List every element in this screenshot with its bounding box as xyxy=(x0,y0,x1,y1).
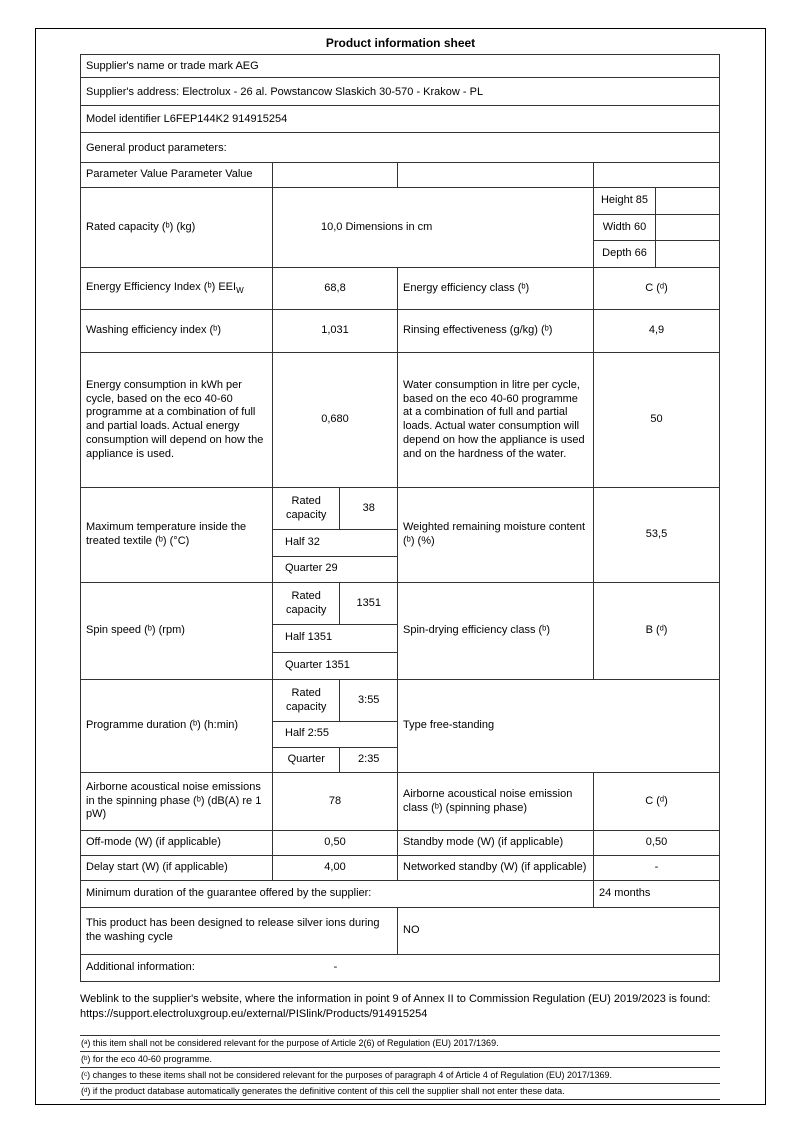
spin-speed-label-cell xyxy=(81,583,273,679)
supplier-address-value: Electrolux - 26 al. Powstancow Slaskich 30-570 - Krakow - PL xyxy=(182,85,484,98)
page-frame xyxy=(35,28,766,1105)
duration-values-cell xyxy=(273,680,398,772)
supplier-name-value: AEG xyxy=(235,60,259,72)
spin-speed-row xyxy=(81,583,719,680)
eei-subscript: W xyxy=(236,286,244,296)
weblink-paragraph xyxy=(80,992,720,1022)
additional-information-label: Additional information: xyxy=(86,961,195,974)
duration-rated-value: 3:55 xyxy=(358,693,380,706)
table-header-cell xyxy=(81,163,273,187)
supplier-address-label: Supplier's address: xyxy=(86,85,180,98)
spin-rated-label: Rated capacity xyxy=(273,583,340,624)
standby-label: Standby mode (W) (if applicable) xyxy=(403,836,564,849)
eei-label: Energy Efficiency Index (ᵇ) EEI xyxy=(86,280,237,293)
rinsing-value: 4,9 xyxy=(648,324,665,337)
max-temperature-values-cell xyxy=(273,488,398,582)
moisture-value-cell xyxy=(594,488,719,582)
guarantee-label: Minimum duration of the guarantee offered by the supplier: xyxy=(86,887,372,900)
guarantee-value: 24 months xyxy=(599,887,651,900)
water-consumption-label-cell xyxy=(398,353,594,487)
guarantee-label-cell xyxy=(81,881,594,907)
duration-label: Programme duration (ᵇ) (h:min) xyxy=(86,719,239,732)
duration-half-row xyxy=(273,722,397,748)
max-temp-quarter: Quarter 29 xyxy=(285,562,338,575)
footnote-c: (ᶜ) changes to these items shall not be considered relevant for the purposes of paragraph 4 of Article 4 of Regulation (EU) 2017/1369. xyxy=(80,1068,720,1084)
footnote-a: (ᵃ) this item shall not be considered relevant for the purpose of Article 2(6) of Regulation (EU) 2017/1369. xyxy=(80,1036,720,1052)
spin-speed-label: Spin speed (ᵇ) (rpm) xyxy=(86,624,185,637)
duration-rated-row xyxy=(273,680,397,722)
spin-speed-values-cell xyxy=(273,583,398,679)
spin-quarter: Quarter 1351 xyxy=(285,658,350,671)
noise-row xyxy=(81,773,719,831)
table-header-row xyxy=(81,163,719,188)
silver-ions-row xyxy=(81,908,719,955)
energy-consumption-value: 0,680 xyxy=(321,413,349,426)
rated-capacity-label-cell xyxy=(81,188,273,267)
footnote-d: (ᵈ) if the product database automatically generates the definitive content of this cell the supplier shall not enter these data. xyxy=(80,1084,720,1100)
dimension-depth-row xyxy=(594,241,719,267)
max-temp-half: Half 32 xyxy=(285,535,320,548)
weblink-text: Weblink to the supplier's website, where the information in point 9 of Annex II to Commission Regulation (EU) 2019/2023 is found: xyxy=(80,993,711,1005)
duration-rated-label: Rated capacity xyxy=(273,680,340,721)
rinsing-value-cell xyxy=(594,310,719,352)
model-identifier-label: Model identifier xyxy=(86,113,161,125)
supplier-name-label: Supplier's name or trade mark xyxy=(86,60,233,72)
rated-capacity-label: Rated capacity (ᵇ) (kg) xyxy=(86,220,196,233)
table-header-empty-cell xyxy=(398,163,594,187)
moisture-label-cell xyxy=(398,488,594,582)
washing-index-label-cell xyxy=(81,310,273,352)
noise-class-label: Airborne acoustical noise emission class (ᵇ) (spinning phase) xyxy=(403,787,573,814)
energy-class-value-cell xyxy=(594,268,719,309)
dimension-height-row xyxy=(594,188,719,215)
guarantee-value-cell xyxy=(594,881,719,907)
consumption-row xyxy=(81,353,719,488)
max-temp-rated-row xyxy=(273,488,397,530)
delay-start-row xyxy=(81,856,719,881)
table-header-empty-cell xyxy=(594,163,719,187)
programme-duration-row xyxy=(81,680,719,773)
spin-rated-value: 1351 xyxy=(356,596,381,609)
silver-ions-label: This product has been designed to release silver ions during the washing cycle xyxy=(86,917,380,943)
max-temperature-label-cell xyxy=(81,488,273,582)
rated-capacity-value-cell xyxy=(273,188,594,267)
additional-information-row xyxy=(81,955,719,981)
delay-start-label: Delay start (W) (if applicable) xyxy=(86,861,228,874)
off-mode-label: Off-mode (W) (if applicable) xyxy=(86,836,221,849)
dimension-depth: Depth 66 xyxy=(594,241,656,267)
energy-efficiency-row xyxy=(81,268,719,310)
water-consumption-value: 50 xyxy=(650,413,663,426)
product-parameters-table xyxy=(80,54,720,982)
max-temp-rated-label: Rated capacity xyxy=(273,488,340,529)
max-temp-half-row xyxy=(273,530,397,557)
spin-half: Half 1351 xyxy=(285,631,333,644)
max-temperature-row xyxy=(81,488,719,583)
off-mode-value-cell xyxy=(273,831,398,855)
dimension-width-value-cell xyxy=(656,215,719,241)
silver-ions-value-cell xyxy=(398,908,719,954)
standby-value: 0,50 xyxy=(645,836,668,849)
eei-value-cell xyxy=(273,268,398,309)
supplier-name-row xyxy=(81,55,719,78)
off-mode-label-cell xyxy=(81,831,273,855)
rated-capacity-row xyxy=(81,188,719,268)
energy-class-label-cell xyxy=(398,268,594,309)
noise-value-cell xyxy=(273,773,398,830)
document-title: Product information sheet xyxy=(325,36,476,50)
additional-information-value-cell xyxy=(273,955,398,981)
rinsing-label-cell xyxy=(398,310,594,352)
delay-start-label-cell xyxy=(81,856,273,880)
noise-value: 78 xyxy=(328,794,342,807)
max-temp-quarter-row xyxy=(273,557,397,583)
additional-information-value: - xyxy=(333,961,338,974)
dimension-width: Width 60 xyxy=(594,215,656,241)
table-header-empty-cell xyxy=(273,163,398,187)
type-label: Type free-standing xyxy=(403,719,495,732)
noise-label-cell xyxy=(81,773,273,830)
networked-standby-value-cell xyxy=(594,856,719,880)
model-identifier-value: L6FEP144K2 914915254 xyxy=(163,113,288,125)
moisture-label: Weighted remaining moisture content (ᵇ) (%) xyxy=(403,521,586,547)
model-identifier-row xyxy=(81,106,719,133)
noise-class-value: C (ᵈ) xyxy=(645,794,668,807)
spin-rated-row xyxy=(273,583,397,625)
eei-label-cell xyxy=(81,268,273,309)
eei-value: 68,8 xyxy=(324,281,346,294)
spin-class-label: Spin-drying efficiency class (ᵇ) xyxy=(403,624,551,637)
spin-half-row xyxy=(273,625,397,653)
dimension-depth-value-cell xyxy=(656,241,719,267)
washing-index-value-cell xyxy=(273,310,398,352)
duration-quarter-label: Quarter xyxy=(273,748,340,773)
dimensions-cell xyxy=(594,188,719,267)
standby-label-cell xyxy=(398,831,594,855)
water-consumption-value-cell xyxy=(594,353,719,487)
spin-quarter-row xyxy=(273,653,397,680)
dimension-width-row xyxy=(594,215,719,242)
off-mode-value: 0,50 xyxy=(324,836,346,849)
footnote-b: (ᵇ) for the eco 40-60 programme. xyxy=(80,1052,720,1068)
type-cell xyxy=(398,680,719,772)
footnotes xyxy=(80,1035,720,1100)
off-mode-row xyxy=(81,831,719,856)
delay-start-value: 4,00 xyxy=(324,861,346,874)
supplier-address-row xyxy=(81,78,719,106)
dimension-height: Height 85 xyxy=(594,188,656,214)
networked-standby-label: Networked standby (W) (if applicable) xyxy=(403,861,587,874)
silver-ions-value: NO xyxy=(403,924,420,937)
rinsing-label: Rinsing effectiveness (g/kg) (ᵇ) xyxy=(403,324,553,337)
spin-class-value: B (ᵈ) xyxy=(645,624,668,637)
duration-quarter-value: 2:35 xyxy=(358,752,380,765)
noise-label: Airborne acoustical noise emissions in the spinning phase (ᵇ) (dB(A) re 1 pW) xyxy=(86,780,262,821)
max-temperature-label: Maximum temperature inside the treated textile (ᵇ) (°C) xyxy=(86,521,247,547)
moisture-value: 53,5 xyxy=(645,528,668,541)
section-heading-row xyxy=(81,133,719,163)
spin-class-value-cell xyxy=(594,583,719,679)
max-temp-rated-value: 38 xyxy=(362,501,375,514)
energy-class-label: Energy efficiency class (ᵇ) xyxy=(403,281,530,294)
spin-class-label-cell xyxy=(398,583,594,679)
noise-class-value-cell xyxy=(594,773,719,830)
rated-capacity-value: 10,0 xyxy=(321,220,343,233)
energy-consumption-label-cell xyxy=(81,353,273,487)
weblink-url[interactable]: https://support.electroluxgroup.eu/external/PISlink/Products/914915254 xyxy=(80,1007,428,1020)
dimensions-label: Dimensions in cm xyxy=(345,220,433,233)
energy-class-value: C (ᵈ) xyxy=(645,281,668,294)
networked-standby-value: - xyxy=(654,861,659,874)
table-header-text: Parameter Value Parameter Value xyxy=(86,168,253,181)
duration-label-cell xyxy=(81,680,273,772)
water-consumption-label: Water consumption in litre per cycle, based on the eco 40-60 programme at a combination of full and partial loads. Actual water consumption will depend on how the appliance is used and on the hardness of the water. xyxy=(403,378,585,460)
energy-consumption-value-cell xyxy=(273,353,398,487)
washing-index-value: 1,031 xyxy=(321,324,349,337)
energy-consumption-label: Energy consumption in kWh per cycle, based on the eco 40-60 programme at a combination of full and partial loads. Actual energy consumption will depend on how the appliance is used. xyxy=(86,378,264,460)
noise-class-label-cell xyxy=(398,773,594,830)
guarantee-row xyxy=(81,881,719,908)
washing-efficiency-row xyxy=(81,310,719,353)
duration-half: Half 2:55 xyxy=(285,727,330,740)
silver-ions-label-cell xyxy=(81,908,398,954)
dimension-height-value-cell xyxy=(656,188,719,214)
standby-value-cell xyxy=(594,831,719,855)
duration-quarter-row xyxy=(273,748,397,773)
networked-standby-label-cell xyxy=(398,856,594,880)
section-heading: General product parameters: xyxy=(86,141,227,154)
additional-information-label-cell xyxy=(81,955,273,981)
delay-start-value-cell xyxy=(273,856,398,880)
washing-index-label: Washing efficiency index (ᵇ) xyxy=(86,324,221,337)
